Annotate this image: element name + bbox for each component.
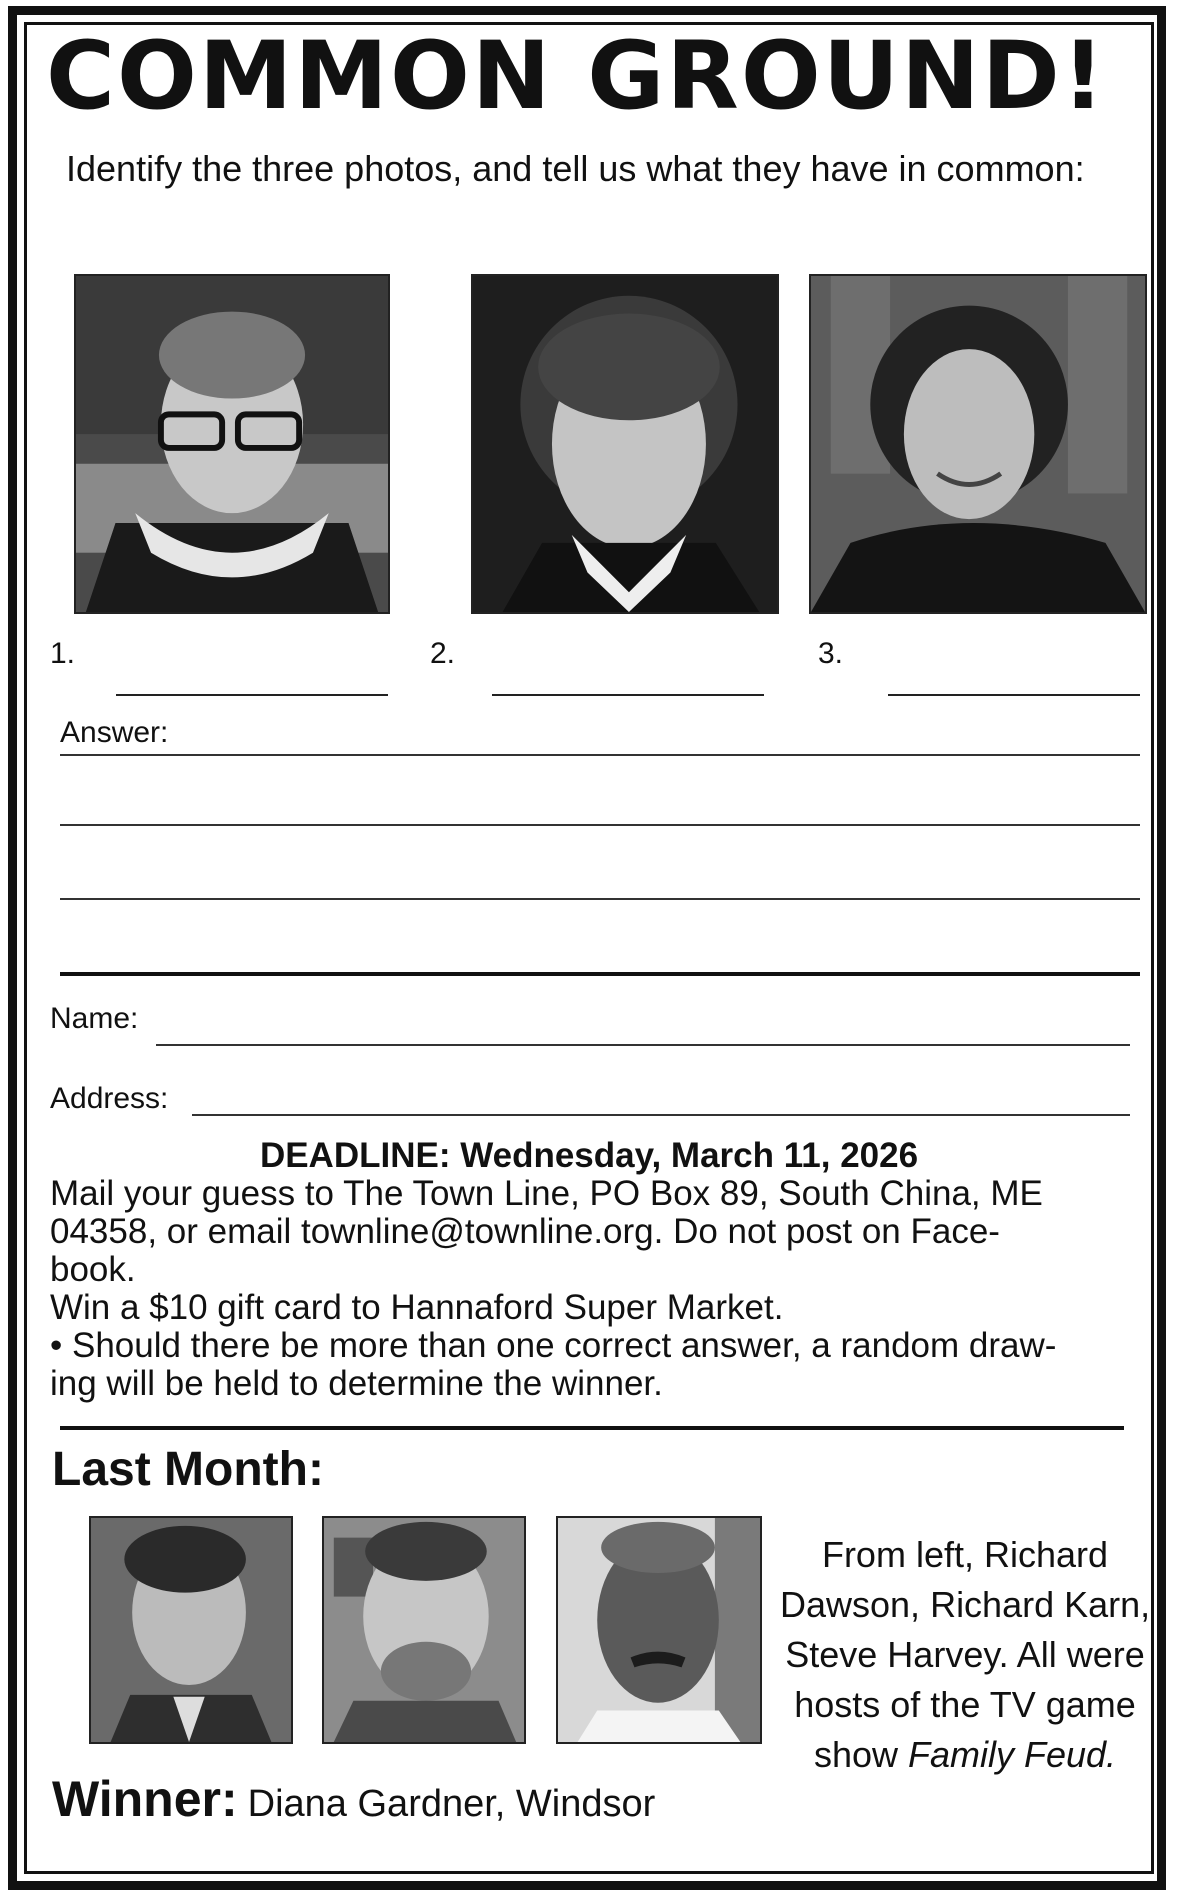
- portrait-photo-3: [809, 274, 1147, 614]
- name-label: Name:: [50, 1002, 139, 1035]
- last-month-heading: Last Month:: [52, 1443, 324, 1496]
- last-month-photo-1: [89, 1516, 293, 1744]
- portrait-photo-2: [471, 274, 779, 614]
- rules-line-2: ing will be held to determine the winner.: [50, 1364, 663, 1403]
- instruction-line-3: book.: [50, 1250, 136, 1289]
- portrait-photo-1: [74, 274, 390, 614]
- photo-2-answer-line[interactable]: [492, 694, 764, 696]
- last-month-photo-2: [322, 1516, 526, 1744]
- answer-label: Answer:: [60, 716, 169, 749]
- answer-line-1[interactable]: [60, 754, 1140, 756]
- photo-3-answer-line[interactable]: [888, 694, 1140, 696]
- address-field[interactable]: [192, 1114, 1130, 1116]
- caption-line-4: hosts of the TV game: [794, 1684, 1136, 1725]
- rules-line-1: • Should there be more than one correct answer, a random draw-: [50, 1326, 1057, 1365]
- page-title: COMMON GROUND!: [46, 22, 1107, 131]
- instruction-line-1: Mail your guess to The Town Line, PO Box 89, South China, ME: [50, 1174, 1043, 1213]
- name-field[interactable]: [156, 1044, 1130, 1046]
- photo-3-number: 3.: [818, 637, 844, 670]
- caption-line-5: [780, 1730, 1150, 1780]
- section-divider-bottom: [60, 1426, 1124, 1430]
- caption-show-title: Family Feud.: [907, 1734, 1117, 1775]
- section-divider-top: [60, 972, 1140, 976]
- photo-1-answer-line[interactable]: [116, 694, 388, 696]
- caption-show-text: show: [813, 1734, 908, 1775]
- last-month-photo-3: [556, 1516, 762, 1744]
- winner-line: [52, 1770, 655, 1828]
- answer-line-2[interactable]: [60, 824, 1140, 826]
- caption-line-1: From left, Richard: [821, 1534, 1109, 1575]
- caption-line-2: Dawson, Richard Karn,: [780, 1584, 1151, 1625]
- caption-line-3: Steve Harvey. All were: [785, 1634, 1145, 1675]
- instructions-subtitle: Identify the three photos, and tell us what they have in common:: [66, 148, 1085, 189]
- prize-line: Win a $10 gift card to Hannaford Super Market.: [50, 1288, 784, 1327]
- address-label: Address:: [50, 1082, 169, 1115]
- photo-1-number: 1.: [50, 637, 76, 670]
- winner-name: Diana Gardner, Windsor: [247, 1783, 656, 1825]
- instruction-line-2: 04358, or email townline@townline.org. Do not post on Face-: [50, 1212, 1000, 1251]
- answer-line-3[interactable]: [60, 898, 1140, 900]
- deadline-heading: DEADLINE: Wednesday, March 11, 2026: [259, 1136, 919, 1175]
- last-month-caption: [780, 1530, 1150, 1780]
- winner-label: Winner:: [52, 1771, 238, 1827]
- photo-2-number: 2.: [430, 637, 456, 670]
